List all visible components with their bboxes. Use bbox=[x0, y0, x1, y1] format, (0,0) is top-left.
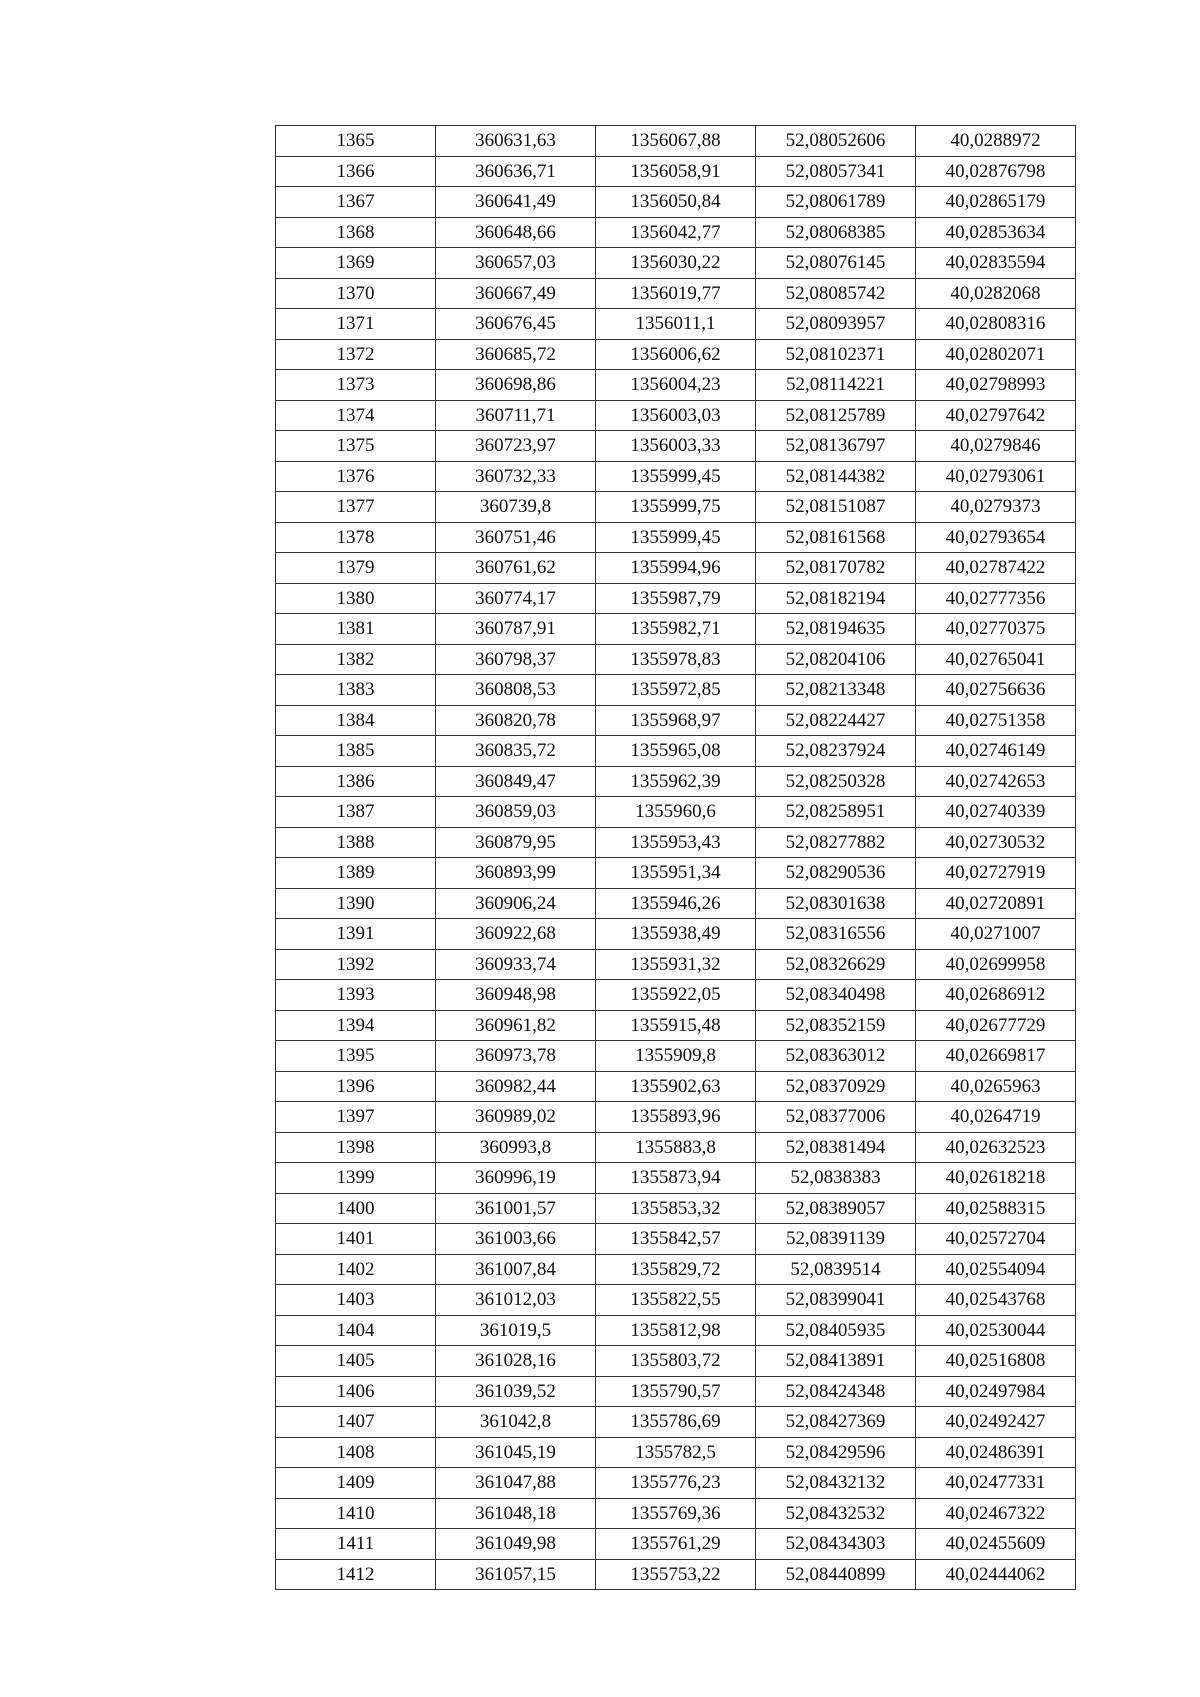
table-row bbox=[276, 339, 1076, 370]
x-coordinate-cell: 360835,72 bbox=[436, 736, 596, 767]
x-coordinate-cell: 361028,16 bbox=[436, 1346, 596, 1377]
x-coordinate-cell: 360879,95 bbox=[436, 827, 596, 858]
longitude-cell: 40,02742653 bbox=[916, 766, 1076, 797]
latitude-cell: 52,08377006 bbox=[756, 1102, 916, 1133]
x-coordinate-cell: 360732,33 bbox=[436, 461, 596, 492]
y-coordinate-cell: 1355873,94 bbox=[596, 1163, 756, 1194]
table-row bbox=[276, 736, 1076, 767]
latitude-cell: 52,08440899 bbox=[756, 1559, 916, 1590]
latitude-cell: 52,08093957 bbox=[756, 309, 916, 340]
table-row bbox=[276, 797, 1076, 828]
table-row bbox=[276, 583, 1076, 614]
x-coordinate-cell: 360893,99 bbox=[436, 858, 596, 889]
latitude-cell: 52,08340498 bbox=[756, 980, 916, 1011]
y-coordinate-cell: 1355902,63 bbox=[596, 1071, 756, 1102]
point-number-cell: 1372 bbox=[276, 339, 436, 370]
x-coordinate-cell: 360933,74 bbox=[436, 949, 596, 980]
latitude-cell: 52,08290536 bbox=[756, 858, 916, 889]
y-coordinate-cell: 1356006,62 bbox=[596, 339, 756, 370]
y-coordinate-cell: 1355893,96 bbox=[596, 1102, 756, 1133]
latitude-cell: 52,08352159 bbox=[756, 1010, 916, 1041]
longitude-cell: 40,02797642 bbox=[916, 400, 1076, 431]
y-coordinate-cell: 1355922,05 bbox=[596, 980, 756, 1011]
latitude-cell: 52,08068385 bbox=[756, 217, 916, 248]
table-row bbox=[276, 1071, 1076, 1102]
table-row bbox=[276, 858, 1076, 889]
point-number-cell: 1390 bbox=[276, 888, 436, 919]
table-row bbox=[276, 370, 1076, 401]
point-number-cell: 1399 bbox=[276, 1163, 436, 1194]
point-number-cell: 1410 bbox=[276, 1498, 436, 1529]
y-coordinate-cell: 1355769,36 bbox=[596, 1498, 756, 1529]
point-number-cell: 1367 bbox=[276, 187, 436, 218]
point-number-cell: 1406 bbox=[276, 1376, 436, 1407]
point-number-cell: 1411 bbox=[276, 1529, 436, 1560]
point-number-cell: 1383 bbox=[276, 675, 436, 706]
longitude-cell: 40,02746149 bbox=[916, 736, 1076, 767]
latitude-cell: 52,08144382 bbox=[756, 461, 916, 492]
point-number-cell: 1403 bbox=[276, 1285, 436, 1316]
latitude-cell: 52,08391139 bbox=[756, 1224, 916, 1255]
longitude-cell: 40,0288972 bbox=[916, 126, 1076, 157]
table-row bbox=[276, 492, 1076, 523]
x-coordinate-cell: 360751,46 bbox=[436, 522, 596, 553]
longitude-cell: 40,02798993 bbox=[916, 370, 1076, 401]
latitude-cell: 52,08194635 bbox=[756, 614, 916, 645]
table-row bbox=[276, 1437, 1076, 1468]
longitude-cell: 40,02677729 bbox=[916, 1010, 1076, 1041]
point-number-cell: 1392 bbox=[276, 949, 436, 980]
x-coordinate-cell: 361019,5 bbox=[436, 1315, 596, 1346]
y-coordinate-cell: 1356003,33 bbox=[596, 431, 756, 462]
latitude-cell: 52,08316556 bbox=[756, 919, 916, 950]
latitude-cell: 52,08057341 bbox=[756, 156, 916, 187]
y-coordinate-cell: 1355790,57 bbox=[596, 1376, 756, 1407]
longitude-cell: 40,02486391 bbox=[916, 1437, 1076, 1468]
x-coordinate-cell: 360648,66 bbox=[436, 217, 596, 248]
y-coordinate-cell: 1356019,77 bbox=[596, 278, 756, 309]
point-number-cell: 1376 bbox=[276, 461, 436, 492]
longitude-cell: 40,0264719 bbox=[916, 1102, 1076, 1133]
point-number-cell: 1371 bbox=[276, 309, 436, 340]
table-row bbox=[276, 1529, 1076, 1560]
latitude-cell: 52,08102371 bbox=[756, 339, 916, 370]
point-number-cell: 1384 bbox=[276, 705, 436, 736]
point-number-cell: 1395 bbox=[276, 1041, 436, 1072]
x-coordinate-cell: 360859,03 bbox=[436, 797, 596, 828]
longitude-cell: 40,02727919 bbox=[916, 858, 1076, 889]
y-coordinate-cell: 1355951,34 bbox=[596, 858, 756, 889]
table-row bbox=[276, 1346, 1076, 1377]
longitude-cell: 40,02572704 bbox=[916, 1224, 1076, 1255]
x-coordinate-cell: 360685,72 bbox=[436, 339, 596, 370]
longitude-cell: 40,02618218 bbox=[916, 1163, 1076, 1194]
point-number-cell: 1369 bbox=[276, 248, 436, 279]
y-coordinate-cell: 1355915,48 bbox=[596, 1010, 756, 1041]
x-coordinate-cell: 360657,03 bbox=[436, 248, 596, 279]
longitude-cell: 40,02835594 bbox=[916, 248, 1076, 279]
y-coordinate-cell: 1355822,55 bbox=[596, 1285, 756, 1316]
longitude-cell: 40,02543768 bbox=[916, 1285, 1076, 1316]
longitude-cell: 40,02554094 bbox=[916, 1254, 1076, 1285]
table-row bbox=[276, 1010, 1076, 1041]
point-number-cell: 1394 bbox=[276, 1010, 436, 1041]
longitude-cell: 40,02765041 bbox=[916, 644, 1076, 675]
x-coordinate-cell: 361012,03 bbox=[436, 1285, 596, 1316]
table-row bbox=[276, 126, 1076, 157]
longitude-cell: 40,02756636 bbox=[916, 675, 1076, 706]
x-coordinate-cell: 361007,84 bbox=[436, 1254, 596, 1285]
point-number-cell: 1396 bbox=[276, 1071, 436, 1102]
table-row bbox=[276, 1163, 1076, 1194]
y-coordinate-cell: 1355761,29 bbox=[596, 1529, 756, 1560]
table-row bbox=[276, 1376, 1076, 1407]
x-coordinate-cell: 360787,91 bbox=[436, 614, 596, 645]
table-row bbox=[276, 1132, 1076, 1163]
latitude-cell: 52,08434303 bbox=[756, 1529, 916, 1560]
table-row bbox=[276, 400, 1076, 431]
x-coordinate-cell: 360996,19 bbox=[436, 1163, 596, 1194]
point-number-cell: 1386 bbox=[276, 766, 436, 797]
y-coordinate-cell: 1355972,85 bbox=[596, 675, 756, 706]
table-row bbox=[276, 766, 1076, 797]
point-number-cell: 1380 bbox=[276, 583, 436, 614]
point-number-cell: 1382 bbox=[276, 644, 436, 675]
point-number-cell: 1378 bbox=[276, 522, 436, 553]
table-row bbox=[276, 1315, 1076, 1346]
x-coordinate-cell: 360961,82 bbox=[436, 1010, 596, 1041]
table-row bbox=[276, 187, 1076, 218]
latitude-cell: 52,08381494 bbox=[756, 1132, 916, 1163]
y-coordinate-cell: 1356067,88 bbox=[596, 126, 756, 157]
x-coordinate-cell: 360641,49 bbox=[436, 187, 596, 218]
longitude-cell: 40,02699958 bbox=[916, 949, 1076, 980]
x-coordinate-cell: 360906,24 bbox=[436, 888, 596, 919]
longitude-cell: 40,02720891 bbox=[916, 888, 1076, 919]
y-coordinate-cell: 1355978,83 bbox=[596, 644, 756, 675]
point-number-cell: 1385 bbox=[276, 736, 436, 767]
table-row bbox=[276, 1224, 1076, 1255]
point-number-cell: 1398 bbox=[276, 1132, 436, 1163]
y-coordinate-cell: 1356058,91 bbox=[596, 156, 756, 187]
table-row bbox=[276, 553, 1076, 584]
y-coordinate-cell: 1355960,6 bbox=[596, 797, 756, 828]
x-coordinate-cell: 361039,52 bbox=[436, 1376, 596, 1407]
x-coordinate-cell: 360849,47 bbox=[436, 766, 596, 797]
x-coordinate-cell: 360739,8 bbox=[436, 492, 596, 523]
y-coordinate-cell: 1355938,49 bbox=[596, 919, 756, 950]
point-number-cell: 1370 bbox=[276, 278, 436, 309]
x-coordinate-cell: 360989,02 bbox=[436, 1102, 596, 1133]
y-coordinate-cell: 1355853,32 bbox=[596, 1193, 756, 1224]
table-row bbox=[276, 888, 1076, 919]
x-coordinate-cell: 360698,86 bbox=[436, 370, 596, 401]
longitude-cell: 40,02777356 bbox=[916, 583, 1076, 614]
table-row bbox=[276, 980, 1076, 1011]
table-row bbox=[276, 1559, 1076, 1590]
y-coordinate-cell: 1355965,08 bbox=[596, 736, 756, 767]
x-coordinate-cell: 360948,98 bbox=[436, 980, 596, 1011]
y-coordinate-cell: 1355776,23 bbox=[596, 1468, 756, 1499]
x-coordinate-cell: 360723,97 bbox=[436, 431, 596, 462]
table-row bbox=[276, 309, 1076, 340]
longitude-cell: 40,02467322 bbox=[916, 1498, 1076, 1529]
longitude-cell: 40,02492427 bbox=[916, 1407, 1076, 1438]
latitude-cell: 52,08161568 bbox=[756, 522, 916, 553]
longitude-cell: 40,02477331 bbox=[916, 1468, 1076, 1499]
latitude-cell: 52,08424348 bbox=[756, 1376, 916, 1407]
longitude-cell: 40,0279373 bbox=[916, 492, 1076, 523]
x-coordinate-cell: 361047,88 bbox=[436, 1468, 596, 1499]
y-coordinate-cell: 1355982,71 bbox=[596, 614, 756, 645]
y-coordinate-cell: 1355812,98 bbox=[596, 1315, 756, 1346]
table-row bbox=[276, 248, 1076, 279]
table-row bbox=[276, 1102, 1076, 1133]
y-coordinate-cell: 1355829,72 bbox=[596, 1254, 756, 1285]
table-row bbox=[276, 705, 1076, 736]
point-number-cell: 1393 bbox=[276, 980, 436, 1011]
y-coordinate-cell: 1355883,8 bbox=[596, 1132, 756, 1163]
table-row bbox=[276, 614, 1076, 645]
latitude-cell: 52,08114221 bbox=[756, 370, 916, 401]
latitude-cell: 52,08224427 bbox=[756, 705, 916, 736]
longitude-cell: 40,02876798 bbox=[916, 156, 1076, 187]
point-number-cell: 1366 bbox=[276, 156, 436, 187]
latitude-cell: 52,08429596 bbox=[756, 1437, 916, 1468]
table-body bbox=[276, 126, 1076, 1590]
x-coordinate-cell: 360820,78 bbox=[436, 705, 596, 736]
longitude-cell: 40,02730532 bbox=[916, 827, 1076, 858]
y-coordinate-cell: 1355753,22 bbox=[596, 1559, 756, 1590]
point-number-cell: 1368 bbox=[276, 217, 436, 248]
x-coordinate-cell: 360982,44 bbox=[436, 1071, 596, 1102]
latitude-cell: 52,08413891 bbox=[756, 1346, 916, 1377]
table-row bbox=[276, 156, 1076, 187]
x-coordinate-cell: 360631,63 bbox=[436, 126, 596, 157]
latitude-cell: 52,08301638 bbox=[756, 888, 916, 919]
y-coordinate-cell: 1355842,57 bbox=[596, 1224, 756, 1255]
latitude-cell: 52,08182194 bbox=[756, 583, 916, 614]
y-coordinate-cell: 1355994,96 bbox=[596, 553, 756, 584]
y-coordinate-cell: 1356004,23 bbox=[596, 370, 756, 401]
y-coordinate-cell: 1355987,79 bbox=[596, 583, 756, 614]
latitude-cell: 52,08399041 bbox=[756, 1285, 916, 1316]
point-number-cell: 1401 bbox=[276, 1224, 436, 1255]
longitude-cell: 40,0279846 bbox=[916, 431, 1076, 462]
longitude-cell: 40,02530044 bbox=[916, 1315, 1076, 1346]
latitude-cell: 52,08085742 bbox=[756, 278, 916, 309]
y-coordinate-cell: 1356042,77 bbox=[596, 217, 756, 248]
longitude-cell: 40,02686912 bbox=[916, 980, 1076, 1011]
longitude-cell: 40,02808316 bbox=[916, 309, 1076, 340]
y-coordinate-cell: 1355999,75 bbox=[596, 492, 756, 523]
latitude-cell: 52,08125789 bbox=[756, 400, 916, 431]
longitude-cell: 40,02516808 bbox=[916, 1346, 1076, 1377]
point-number-cell: 1389 bbox=[276, 858, 436, 889]
latitude-cell: 52,0839514 bbox=[756, 1254, 916, 1285]
longitude-cell: 40,02793061 bbox=[916, 461, 1076, 492]
latitude-cell: 52,08237924 bbox=[756, 736, 916, 767]
longitude-cell: 40,02787422 bbox=[916, 553, 1076, 584]
point-number-cell: 1400 bbox=[276, 1193, 436, 1224]
x-coordinate-cell: 360973,78 bbox=[436, 1041, 596, 1072]
longitude-cell: 40,02588315 bbox=[916, 1193, 1076, 1224]
longitude-cell: 40,0282068 bbox=[916, 278, 1076, 309]
x-coordinate-cell: 361057,15 bbox=[436, 1559, 596, 1590]
x-coordinate-cell: 361049,98 bbox=[436, 1529, 596, 1560]
y-coordinate-cell: 1355999,45 bbox=[596, 461, 756, 492]
x-coordinate-cell: 361048,18 bbox=[436, 1498, 596, 1529]
table-row bbox=[276, 461, 1076, 492]
y-coordinate-cell: 1356030,22 bbox=[596, 248, 756, 279]
point-number-cell: 1387 bbox=[276, 797, 436, 828]
point-number-cell: 1365 bbox=[276, 126, 436, 157]
latitude-cell: 52,08076145 bbox=[756, 248, 916, 279]
y-coordinate-cell: 1355968,97 bbox=[596, 705, 756, 736]
table-row bbox=[276, 675, 1076, 706]
table-row bbox=[276, 1193, 1076, 1224]
latitude-cell: 52,0838383 bbox=[756, 1163, 916, 1194]
x-coordinate-cell: 360993,8 bbox=[436, 1132, 596, 1163]
latitude-cell: 52,08170782 bbox=[756, 553, 916, 584]
longitude-cell: 40,02740339 bbox=[916, 797, 1076, 828]
y-coordinate-cell: 1355999,45 bbox=[596, 522, 756, 553]
table-row bbox=[276, 644, 1076, 675]
table-row bbox=[276, 1254, 1076, 1285]
latitude-cell: 52,08277882 bbox=[756, 827, 916, 858]
longitude-cell: 40,02497984 bbox=[916, 1376, 1076, 1407]
coordinates-table bbox=[275, 125, 1076, 1590]
x-coordinate-cell: 360761,62 bbox=[436, 553, 596, 584]
point-number-cell: 1397 bbox=[276, 1102, 436, 1133]
x-coordinate-cell: 360676,45 bbox=[436, 309, 596, 340]
longitude-cell: 40,02865179 bbox=[916, 187, 1076, 218]
y-coordinate-cell: 1355786,69 bbox=[596, 1407, 756, 1438]
y-coordinate-cell: 1355782,5 bbox=[596, 1437, 756, 1468]
x-coordinate-cell: 360798,37 bbox=[436, 644, 596, 675]
longitude-cell: 40,02793654 bbox=[916, 522, 1076, 553]
y-coordinate-cell: 1356003,03 bbox=[596, 400, 756, 431]
latitude-cell: 52,08250328 bbox=[756, 766, 916, 797]
x-coordinate-cell: 360774,17 bbox=[436, 583, 596, 614]
longitude-cell: 40,02770375 bbox=[916, 614, 1076, 645]
x-coordinate-cell: 361042,8 bbox=[436, 1407, 596, 1438]
point-number-cell: 1391 bbox=[276, 919, 436, 950]
latitude-cell: 52,08389057 bbox=[756, 1193, 916, 1224]
table-row bbox=[276, 827, 1076, 858]
table-row bbox=[276, 217, 1076, 248]
x-coordinate-cell: 360636,71 bbox=[436, 156, 596, 187]
latitude-cell: 52,08370929 bbox=[756, 1071, 916, 1102]
x-coordinate-cell: 361003,66 bbox=[436, 1224, 596, 1255]
longitude-cell: 40,02632523 bbox=[916, 1132, 1076, 1163]
point-number-cell: 1375 bbox=[276, 431, 436, 462]
y-coordinate-cell: 1355909,8 bbox=[596, 1041, 756, 1072]
x-coordinate-cell: 361001,57 bbox=[436, 1193, 596, 1224]
point-number-cell: 1412 bbox=[276, 1559, 436, 1590]
point-number-cell: 1388 bbox=[276, 827, 436, 858]
point-number-cell: 1402 bbox=[276, 1254, 436, 1285]
latitude-cell: 52,08432532 bbox=[756, 1498, 916, 1529]
longitude-cell: 40,0271007 bbox=[916, 919, 1076, 950]
point-number-cell: 1381 bbox=[276, 614, 436, 645]
table-row bbox=[276, 1498, 1076, 1529]
point-number-cell: 1407 bbox=[276, 1407, 436, 1438]
x-coordinate-cell: 360667,49 bbox=[436, 278, 596, 309]
point-number-cell: 1409 bbox=[276, 1468, 436, 1499]
table-row bbox=[276, 1407, 1076, 1438]
latitude-cell: 52,08258951 bbox=[756, 797, 916, 828]
latitude-cell: 52,08061789 bbox=[756, 187, 916, 218]
longitude-cell: 40,02751358 bbox=[916, 705, 1076, 736]
longitude-cell: 40,02455609 bbox=[916, 1529, 1076, 1560]
x-coordinate-cell: 360711,71 bbox=[436, 400, 596, 431]
y-coordinate-cell: 1355962,39 bbox=[596, 766, 756, 797]
table-row bbox=[276, 522, 1076, 553]
longitude-cell: 40,02444062 bbox=[916, 1559, 1076, 1590]
point-number-cell: 1373 bbox=[276, 370, 436, 401]
table-row bbox=[276, 1468, 1076, 1499]
point-number-cell: 1379 bbox=[276, 553, 436, 584]
latitude-cell: 52,08432132 bbox=[756, 1468, 916, 1499]
y-coordinate-cell: 1355931,32 bbox=[596, 949, 756, 980]
latitude-cell: 52,08204106 bbox=[756, 644, 916, 675]
latitude-cell: 52,08405935 bbox=[756, 1315, 916, 1346]
latitude-cell: 52,08363012 bbox=[756, 1041, 916, 1072]
table-row bbox=[276, 431, 1076, 462]
longitude-cell: 40,0265963 bbox=[916, 1071, 1076, 1102]
longitude-cell: 40,02802071 bbox=[916, 339, 1076, 370]
point-number-cell: 1408 bbox=[276, 1437, 436, 1468]
x-coordinate-cell: 360808,53 bbox=[436, 675, 596, 706]
y-coordinate-cell: 1355946,26 bbox=[596, 888, 756, 919]
longitude-cell: 40,02669817 bbox=[916, 1041, 1076, 1072]
latitude-cell: 52,08427369 bbox=[756, 1407, 916, 1438]
x-coordinate-cell: 360922,68 bbox=[436, 919, 596, 950]
table-row bbox=[276, 919, 1076, 950]
point-number-cell: 1405 bbox=[276, 1346, 436, 1377]
y-coordinate-cell: 1356050,84 bbox=[596, 187, 756, 218]
latitude-cell: 52,08213348 bbox=[756, 675, 916, 706]
x-coordinate-cell: 361045,19 bbox=[436, 1437, 596, 1468]
point-number-cell: 1404 bbox=[276, 1315, 436, 1346]
y-coordinate-cell: 1355953,43 bbox=[596, 827, 756, 858]
table-row bbox=[276, 1285, 1076, 1316]
point-number-cell: 1374 bbox=[276, 400, 436, 431]
y-coordinate-cell: 1355803,72 bbox=[596, 1346, 756, 1377]
point-number-cell: 1377 bbox=[276, 492, 436, 523]
latitude-cell: 52,08326629 bbox=[756, 949, 916, 980]
latitude-cell: 52,08136797 bbox=[756, 431, 916, 462]
latitude-cell: 52,08151087 bbox=[756, 492, 916, 523]
y-coordinate-cell: 1356011,1 bbox=[596, 309, 756, 340]
longitude-cell: 40,02853634 bbox=[916, 217, 1076, 248]
table-row bbox=[276, 1041, 1076, 1072]
latitude-cell: 52,08052606 bbox=[756, 126, 916, 157]
table-row bbox=[276, 949, 1076, 980]
table-row bbox=[276, 278, 1076, 309]
